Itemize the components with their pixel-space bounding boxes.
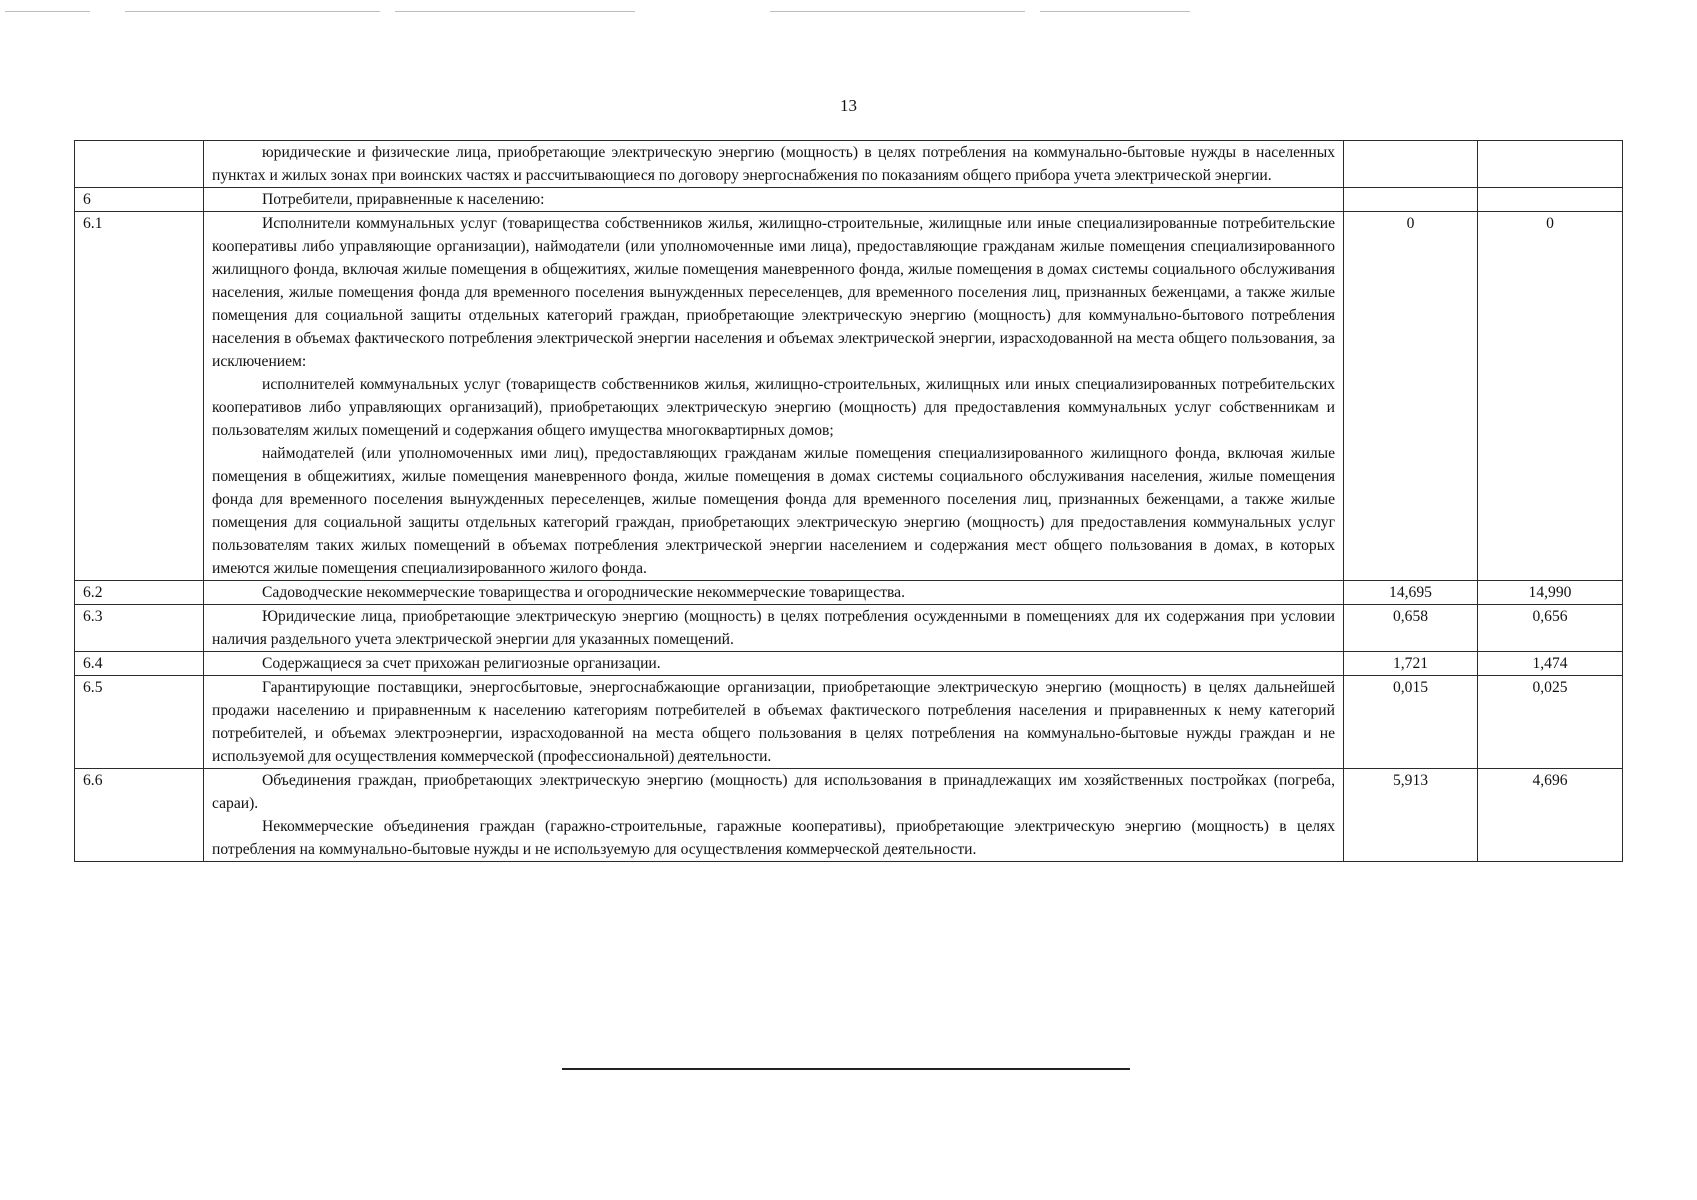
description-paragraph: юридические и физические лица, приобретающие электрическую энергию (мощность) в целях потребления на коммунально-бытовые нужды в населенных пунктах и жилых зонах при воинских частях и рассчитывающиеся по договору энергоснабжения по показаниям общего прибора учета электрической энергии.: [212, 144, 1335, 184]
row-description: [204, 676, 1344, 769]
value-column-2: 1,474: [1478, 652, 1623, 676]
table-row: [75, 188, 1623, 212]
table-row: [75, 652, 1623, 676]
scan-artifact: [395, 11, 635, 12]
value-column-2: 0: [1478, 212, 1623, 581]
value-column-1: [1344, 188, 1478, 212]
value-column-1: 5,913: [1344, 769, 1478, 862]
value-column-1: 0,658: [1344, 605, 1478, 652]
row-description: [204, 605, 1344, 652]
value-column-1: 1,721: [1344, 652, 1478, 676]
description-paragraph: наймодателей (или уполномоченных ими лиц), предоставляющих гражданам жилые помещения специализированного жилищного фонда, включая жилые помещения в общежитиях, жилые помещения маневренного фонда, жилые помещения в домах системы социального обслуживания населения, жилые помещения фонда для временного поселения вынужденных переселенцев, жилые помещения фонда для временного поселения лиц, признанных беженцами, а также жилые помещения для социальной защиты отдельных категорий граждан, приобретающих электрическую энергию (мощность) для предоставления коммунальных услуг пользователям таких жилых помещений в объемах потребления электрической энергии населением и содержания мест общего пользования в домах, в которых имеются жилые помещения специализированного жилого фонда.: [212, 445, 1335, 577]
scan-artifact: [770, 11, 1025, 12]
value-column-2: 0,656: [1478, 605, 1623, 652]
value-column-2: 0,025: [1478, 676, 1623, 769]
value-column-1: 0,015: [1344, 676, 1478, 769]
value-column-1: [1344, 141, 1478, 188]
row-number: 6.4: [75, 652, 204, 676]
description-paragraph: Потребители, приравненные к населению:: [262, 191, 545, 208]
tariff-table: [74, 140, 1623, 862]
description-paragraph: Исполнители коммунальных услуг (товарищества собственников жилья, жилищно-строительные, жилищные или иные специализированные потребительские кооперативы либо управляющие организации), наймодатели (или уполномоченные ими лица), предоставляющие гражданам жилые помещения специализированного жилищного фонда, включая жилые помещения в общежитиях, жилые помещения маневренного фонда, жилые помещения в домах системы социального обслуживания населения, жилые помещения фонда для временного поселения вынужденных переселенцев, для временного поселения лиц, признанных беженцами, а также жилые помещения для социальной защиты отдельных категорий граждан, приобретающие электрическую энергию (мощность) для коммунально-бытового потребления населения в объемах фактического потребления электрической энергии населения и объемах электрической энергии, израсходованной на места общего пользования, за исключением:: [212, 215, 1335, 370]
description-paragraph: исполнителей коммунальных услуг (товариществ собственников жилья, жилищно-строительных, жилищных или иных специализированных потребительских кооперативов либо управляющих организаций), приобретающих электрическую энергию (мощность) для предоставления коммунальных услуг собственникам и пользователям жилых помещений и содержания общего имущества многоквартирных домов;: [212, 376, 1335, 439]
scan-artifact: [1040, 11, 1190, 12]
description-paragraph: Некоммерческие объединения граждан (гаражно-строительные, гаражные кооперативы), приобретающие электрическую энергию (мощность) в целях потребления на коммунально-бытовые нужды и не используемую для осуществления коммерческой деятельности.: [212, 818, 1335, 858]
row-number: 6.3: [75, 605, 204, 652]
table-row: [75, 769, 1623, 862]
row-number: 6: [75, 188, 204, 212]
row-number: 6.6: [75, 769, 204, 862]
description-paragraph: Объединения граждан, приобретающих электрическую энергию (мощность) для использования в принадлежащих им хозяйственных постройках (погреба, сараи).: [212, 772, 1335, 812]
value-column-2: [1478, 188, 1623, 212]
description-paragraph: Содержащиеся за счет прихожан религиозные организации.: [262, 655, 661, 672]
table-row: [75, 676, 1623, 769]
table-row: [75, 141, 1623, 188]
row-number: [75, 141, 204, 188]
row-description: [204, 188, 1344, 212]
description-paragraph: Гарантирующие поставщики, энергосбытовые, энергоснабжающие организации, приобретающие электрическую энергию (мощность) в целях дальнейшей продажи населению и приравненным к населению категориям потребителей в объемах фактического потребления населения и приравненных к нему категорий потребителей, и объемах электроэнергии, израсходованной на места общего пользования в целях потребления на коммунально-бытовые нужды граждан и не используемой для осуществления коммерческой (профессиональной) деятельности.: [212, 679, 1335, 765]
table-row: [75, 581, 1623, 605]
row-description: [204, 652, 1344, 676]
description-paragraph: Юридические лица, приобретающие электрическую энергию (мощность) в целях потребления осужденными в помещениях для их содержания при условии наличия раздельного учета электрической энергии для указанных помещений.: [212, 608, 1335, 648]
value-column-2: [1478, 141, 1623, 188]
table-row: [75, 212, 1623, 581]
value-column-2: 4,696: [1478, 769, 1623, 862]
scan-artifact: [5, 11, 90, 12]
value-column-1: 14,695: [1344, 581, 1478, 605]
row-description: [204, 212, 1344, 581]
description-paragraph: Садоводческие некоммерческие товарищества и огороднические некоммерческие товарищества.: [262, 584, 906, 601]
row-description: [204, 769, 1344, 862]
row-description: [204, 581, 1344, 605]
table-row: [75, 605, 1623, 652]
row-number: 6.2: [75, 581, 204, 605]
scan-artifact: [125, 11, 380, 12]
end-rule: [562, 1068, 1130, 1070]
row-number: 6.5: [75, 676, 204, 769]
value-column-2: 14,990: [1478, 581, 1623, 605]
row-number: 6.1: [75, 212, 204, 581]
row-description: [204, 141, 1344, 188]
value-column-1: 0: [1344, 212, 1478, 581]
page-number: 13: [840, 96, 857, 115]
table-body: [75, 141, 1623, 862]
